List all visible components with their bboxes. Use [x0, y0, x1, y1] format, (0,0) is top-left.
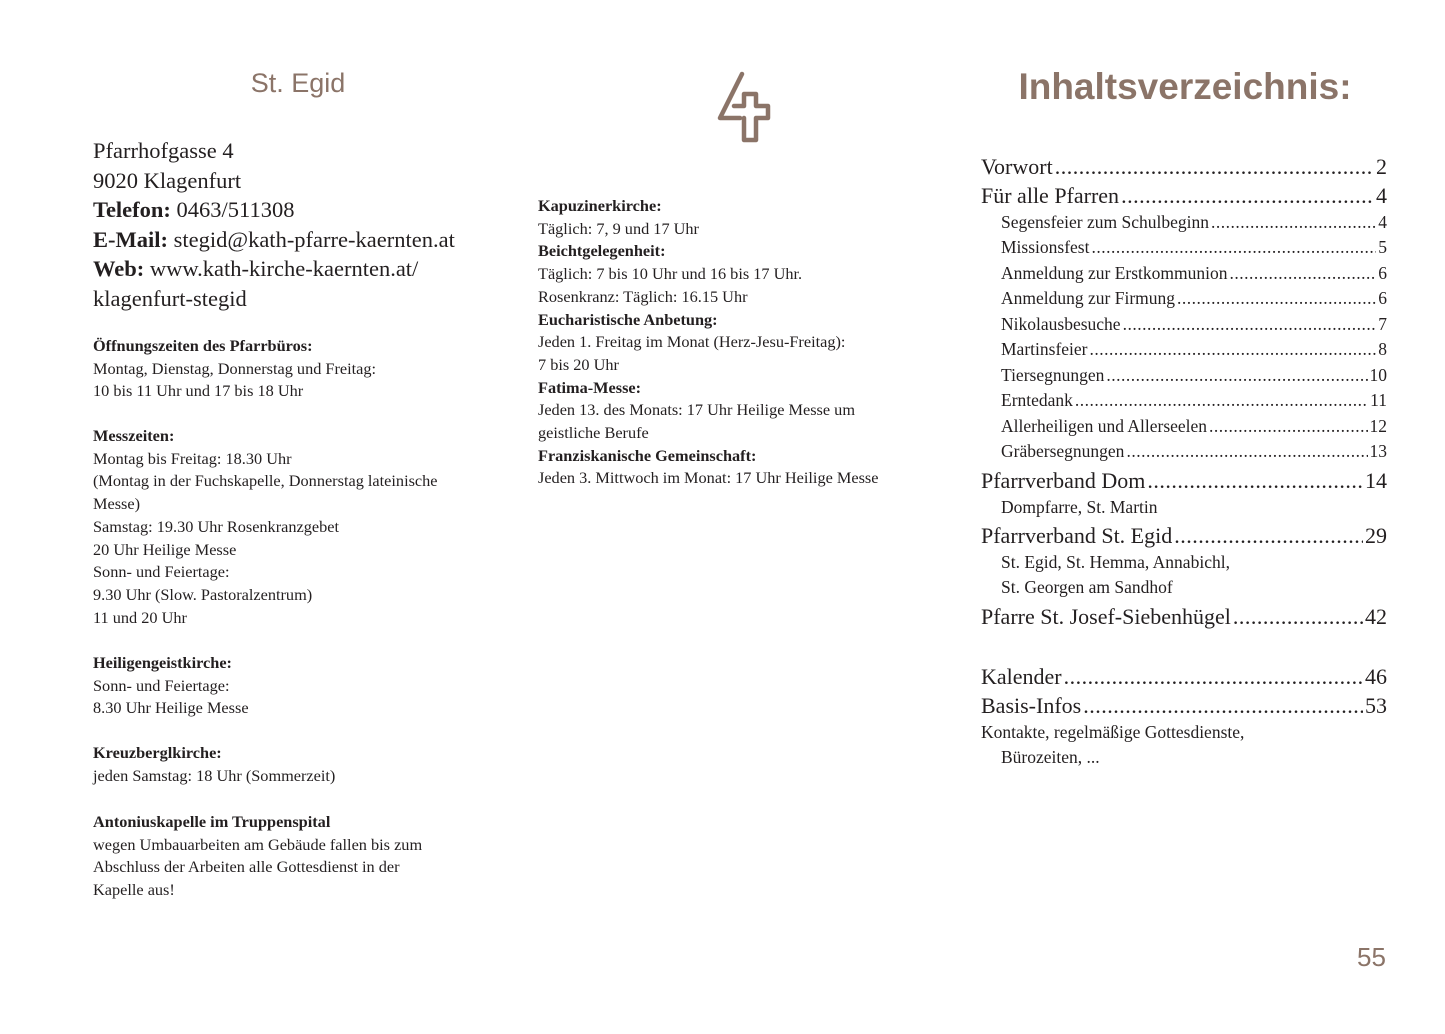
toc-page: 42	[1365, 604, 1387, 629]
middle-column	[538, 195, 938, 490]
dot-leader	[1121, 183, 1374, 209]
toc-entry[interactable]	[981, 263, 1387, 284]
section-line: Jeden 13. des Monats: 17 Uhr Heilige Messe um	[538, 400, 855, 420]
toc-label: Für alle Pfarren	[981, 183, 1120, 208]
dot-leader	[1055, 154, 1374, 180]
section-line: 10 bis 11 Uhr und 17 bis 18 Uhr	[93, 381, 304, 401]
toc-page: 5	[1378, 237, 1387, 257]
section-heading: Franziskanische Gemeinschaft:	[538, 445, 757, 465]
toc-note: St. Egid, St. Hemma, Annabichl,	[1001, 552, 1230, 572]
toc-entry[interactable]	[981, 183, 1387, 209]
section-line: 20 Uhr Heilige Messe	[93, 539, 237, 559]
section-heading: Kapuzinerkirche:	[538, 196, 662, 215]
toc-entry[interactable]	[981, 365, 1387, 386]
section-line: 8.30 Uhr Heilige Messe	[93, 698, 249, 718]
section-line: jeden Samstag: 18 Uhr (Sommerzeit)	[93, 765, 336, 785]
section-line: 9.30 Uhr (Slow. Pastoralzentrum)	[93, 584, 313, 604]
toc-note: Dompfarre, St. Martin	[1001, 497, 1158, 517]
dot-leader	[1106, 365, 1367, 386]
dot-leader	[1091, 237, 1376, 258]
toc-entry[interactable]	[981, 339, 1387, 360]
dot-leader	[1174, 523, 1363, 549]
email-link[interactable]: stegid@kath-pfarre-kaernten.at	[173, 226, 455, 252]
toc-label: Pfarrverband St. Egid	[981, 523, 1173, 548]
section-line: Täglich: 7 bis 10 Uhr und 16 bis 17 Uhr.	[538, 264, 803, 284]
web-link-cont[interactable]: klagenfurt-stegid	[93, 285, 247, 311]
toc-page: 11	[1370, 390, 1387, 410]
section-line: Täglich: 7, 9 und 17 Uhr	[538, 218, 699, 238]
toc-entry[interactable]	[981, 441, 1387, 462]
section-heading: Messzeiten:	[93, 426, 175, 445]
toc-label: Gräbersegnungen	[1001, 441, 1125, 461]
toc-label: Missionsfest	[1001, 237, 1090, 257]
dot-leader	[1209, 416, 1367, 437]
dot-leader	[1211, 212, 1376, 233]
toc-page: 2	[1376, 154, 1387, 179]
section-line: geistliche Berufe	[538, 423, 649, 443]
section-line: Montag, Dienstag, Donnerstag und Freitag:	[93, 358, 377, 378]
toc-page: 4	[1378, 212, 1387, 232]
dot-leader	[1090, 339, 1377, 360]
email-label: E-Mail:	[93, 226, 168, 252]
dot-leader	[1083, 693, 1363, 719]
section-line: Messe)	[93, 494, 141, 514]
section-line: Kapelle aus!	[93, 880, 175, 900]
contact-block	[93, 136, 455, 314]
toc-entry[interactable]	[981, 693, 1387, 719]
toc-entry[interactable]	[981, 212, 1387, 233]
toc-label: Kalender	[981, 664, 1062, 689]
toc-page: 12	[1369, 416, 1387, 436]
toc-page: 29	[1365, 523, 1387, 548]
toc-entry[interactable]	[981, 604, 1387, 630]
toc-note: Kontakte, regelmäßige Gottesdienste,	[981, 722, 1245, 742]
section-line: Montag bis Freitag: 18.30 Uhr	[93, 448, 292, 468]
schedule-section	[93, 742, 513, 787]
toc-page: 8	[1378, 339, 1387, 359]
schedule-section	[93, 425, 513, 629]
section-line: Sonn- und Feiertage:	[93, 675, 230, 695]
toc-entry[interactable]	[981, 288, 1387, 309]
section-line: Samstag: 19.30 Uhr Rosenkranzgebet	[93, 516, 339, 536]
parish-title: St. Egid	[250, 68, 346, 98]
toc-page: 14	[1365, 468, 1387, 493]
schedule-section	[93, 335, 513, 403]
toc-label: Pfarrverband Dom	[981, 468, 1146, 493]
dot-leader	[1126, 441, 1367, 462]
section-heading: Öffnungszeiten des Pfarrbüros:	[93, 336, 313, 355]
web-link[interactable]: www.kath-kirche-kaernten.at/	[149, 256, 419, 282]
toc-label: Erntedank	[1001, 390, 1073, 410]
section-line: Jeden 3. Mittwoch im Monat: 17 Uhr Heilige Messe	[538, 468, 879, 488]
toc-entry[interactable]	[981, 237, 1387, 258]
city: 9020 Klagenfurt	[93, 167, 242, 193]
section-heading: Antoniuskapelle im Truppenspital	[93, 812, 331, 831]
toc-label: Segensfeier zum Schulbeginn	[1001, 212, 1210, 232]
section-line: (Montag in der Fuchskapelle, Donnerstag lateinische	[93, 471, 438, 491]
section-line: Jeden 1. Freitag im Monat (Herz-Jesu-Freitag):	[538, 332, 846, 352]
dot-leader	[1075, 390, 1368, 411]
schedule-section	[93, 811, 513, 902]
toc-page: 7	[1378, 314, 1387, 334]
toc-page: 10	[1369, 365, 1387, 385]
section-line: 11 und 20 Uhr	[93, 607, 187, 627]
dot-leader	[1230, 263, 1377, 284]
toc-entry[interactable]	[981, 154, 1387, 180]
toc-label: Basis-Infos	[981, 693, 1082, 718]
toc-note: Bürozeiten, ...	[1001, 747, 1100, 767]
toc-note: St. Georgen am Sandhof	[1001, 577, 1173, 597]
section-heading: Fatima-Messe:	[538, 377, 642, 397]
web-label: Web:	[93, 256, 145, 282]
section-heading: Heiligengeistkirche:	[93, 653, 232, 672]
toc-label: Anmeldung zur Erstkommunion	[1001, 263, 1228, 283]
toc-label: Vorwort	[981, 154, 1053, 179]
dot-leader	[1064, 664, 1363, 690]
section-line: Sonn- und Feiertage:	[93, 562, 230, 582]
toc-entry[interactable]	[981, 664, 1387, 690]
toc-label: Anmeldung zur Firmung	[1001, 288, 1176, 308]
toc-label: Allerheiligen und Allerseelen	[1001, 416, 1208, 436]
toc-entry[interactable]	[981, 314, 1387, 335]
toc-entry[interactable]	[981, 390, 1387, 411]
toc-label: Tiersegnungen	[1001, 365, 1105, 385]
toc-page: 4	[1376, 183, 1387, 208]
toc-page: 13	[1369, 441, 1387, 461]
phone: 0463/511308	[176, 197, 295, 223]
toc-label: Nikolausbesuche	[1001, 314, 1121, 334]
section-heading: Kreuzberglkirche:	[93, 743, 222, 762]
toc-entry[interactable]	[981, 523, 1387, 549]
dot-leader	[1123, 314, 1377, 335]
phone-label: Telefon:	[93, 197, 171, 223]
section-line: Abschluss der Arbeiten alle Gottesdienst in der	[93, 857, 400, 877]
section-heading: Eucharistische Anbetung:	[538, 309, 718, 329]
toc-page: 6	[1378, 263, 1387, 283]
toc-label: Martinsfeier	[1001, 339, 1088, 359]
toc-entry[interactable]	[981, 416, 1387, 437]
toc-title: Inhaltsverzeichnis:	[1018, 66, 1352, 107]
toc-label: Pfarre St. Josef-Siebenhügel	[981, 604, 1231, 629]
dot-leader	[1177, 288, 1376, 309]
section-heading: Beichtgelegenheit:	[538, 241, 666, 261]
dot-leader	[1233, 604, 1363, 630]
section-line: wegen Umbauarbeiten am Gebäude fallen bis zum	[93, 834, 423, 854]
page-number: 55	[1357, 942, 1386, 972]
toc-page: 53	[1365, 693, 1387, 718]
street: Pfarrhofgasse 4	[93, 138, 234, 163]
section-line: 7 bis 20 Uhr	[538, 354, 619, 374]
dot-leader	[1147, 468, 1363, 494]
toc-page: 6	[1378, 288, 1387, 308]
toc-entry[interactable]	[981, 468, 1387, 494]
section-line: Rosenkranz: Täglich: 16.15 Uhr	[538, 286, 748, 306]
toc-page: 46	[1365, 664, 1387, 689]
schedule-section	[93, 652, 513, 720]
parish-logo-icon	[712, 70, 776, 146]
